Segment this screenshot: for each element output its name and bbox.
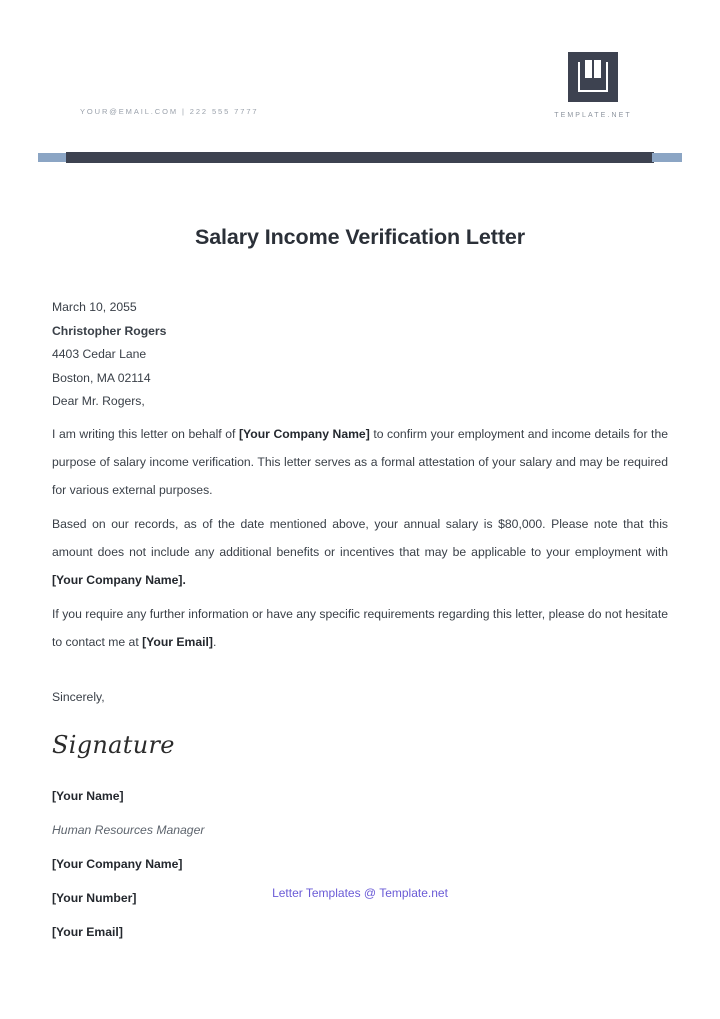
divider-accent-right xyxy=(652,153,682,162)
paragraph-2-company-placeholder: [Your Company Name]. xyxy=(52,572,186,587)
brand-block xyxy=(538,52,648,119)
salutation: Dear Mr. Rogers, xyxy=(52,394,145,408)
paragraph-3-email-placeholder: [Your Email] xyxy=(142,634,213,649)
signature-block xyxy=(52,789,668,939)
recipient-name: Christopher Rogers xyxy=(52,323,167,338)
signer-company: [Your Company Name] xyxy=(52,857,183,871)
paragraph-1 xyxy=(52,420,668,504)
signer-number: [Your Number] xyxy=(52,891,137,905)
signer-role: Human Resources Manager xyxy=(52,823,205,837)
paragraph-2-text-a: Based on our records, as of the date mentioned above, your annual salary is $80,000. Please note that this amount does not include any additional benefits or incentives that may be applicable to your employment with xyxy=(52,516,668,559)
paragraph-3-text-b: . xyxy=(212,634,217,649)
header-contact-info: YOUR@EMAIL.COM | 222 555 7777 xyxy=(80,107,259,116)
letter-body xyxy=(52,225,668,939)
signer-name: [Your Name] xyxy=(52,789,124,803)
signature-script: Signature xyxy=(52,731,175,759)
paragraph-3 xyxy=(52,600,668,656)
signer-email: [Your Email] xyxy=(52,925,123,939)
paragraph-1-text-b: to confirm your employment and income details for the purpose of salary income verification. This letter serves as a formal attestation of your salary and may be required for various external purposes. xyxy=(52,426,668,497)
paragraph-2 xyxy=(52,510,668,594)
letterhead-header xyxy=(0,0,720,145)
paragraph-3-text-a: If you require any further information or have any specific requirements regarding this letter, please do not hesitate to contact me at xyxy=(52,606,668,649)
letter-date: March 10, 2055 xyxy=(52,300,137,314)
footer-attribution[interactable] xyxy=(0,886,720,900)
recipient-city: Boston, MA 02114 xyxy=(52,370,151,385)
page-title: Salary Income Verification Letter xyxy=(194,225,526,249)
brand-name: TEMPLATE.NET xyxy=(554,112,632,119)
paragraph-1-text-a: I am writing this letter on behalf of xyxy=(52,426,239,441)
template-net-link[interactable]: Letter Templates @ Template.net xyxy=(272,886,448,900)
recipient-street: 4403 Cedar Lane xyxy=(52,347,147,361)
header-divider-bar xyxy=(0,152,720,163)
divider-accent-left xyxy=(38,153,68,162)
paragraph-1-company-placeholder: [Your Company Name] xyxy=(238,426,370,441)
closing-salutation: Sincerely, xyxy=(52,689,105,704)
template-net-logo-icon xyxy=(568,52,618,102)
divider-main xyxy=(66,152,654,163)
